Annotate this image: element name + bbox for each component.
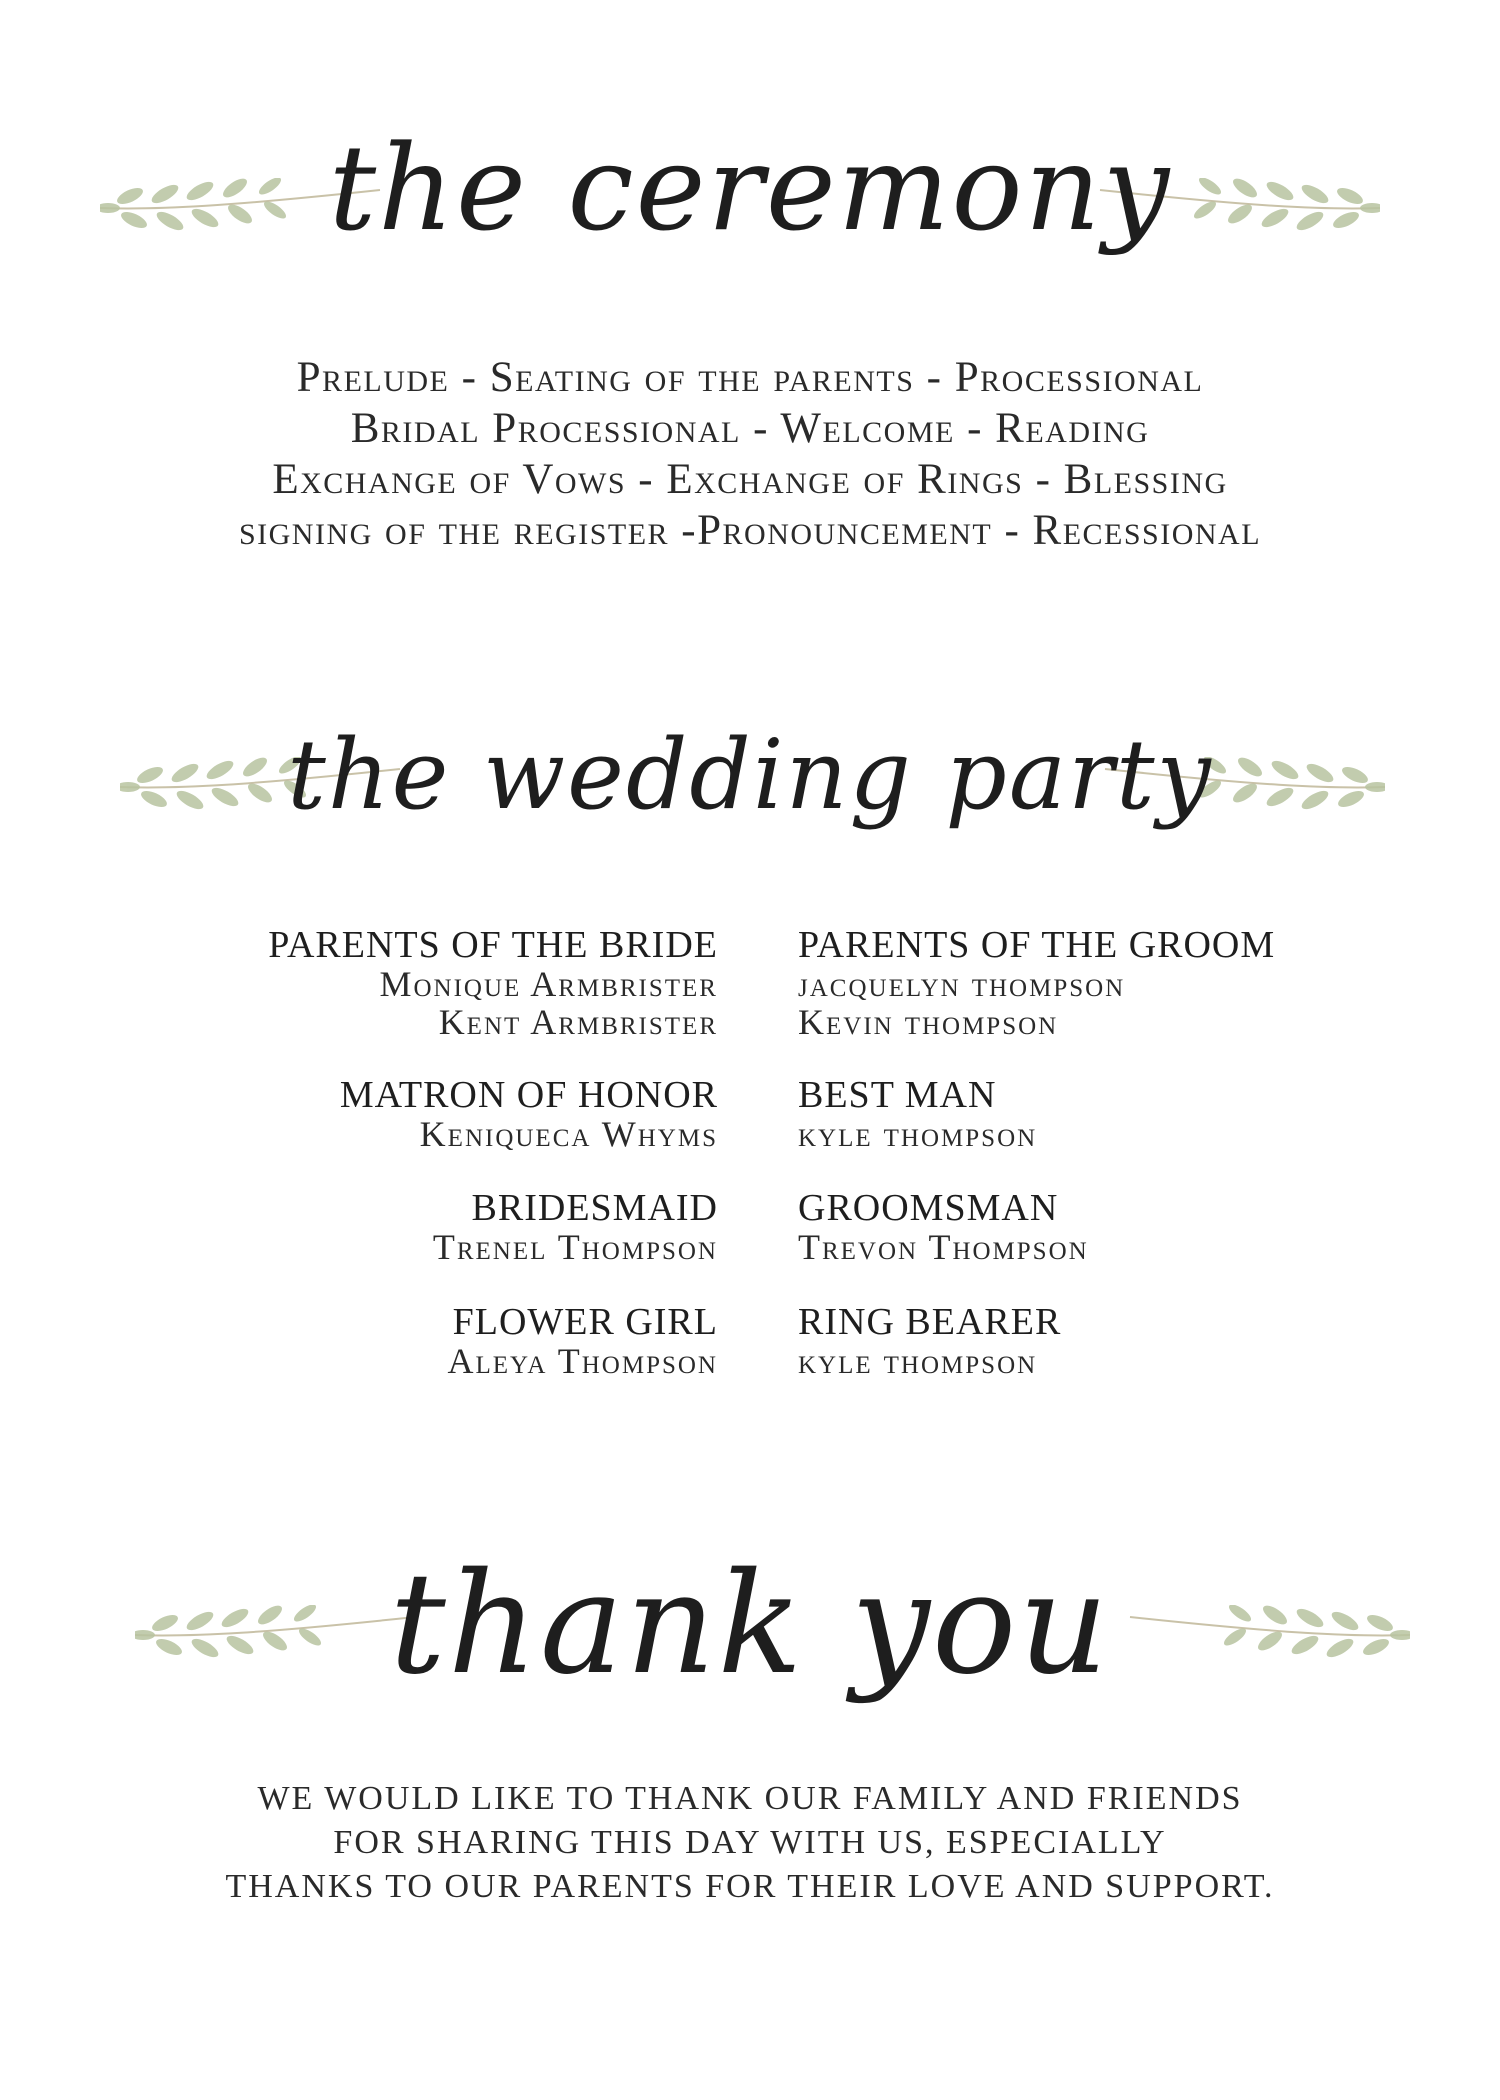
party-group <box>798 1302 1398 1380</box>
party-role: PARENTS OF THE BRIDE <box>268 924 718 966</box>
party-name: Keniqueca Whyms <box>419 1114 718 1154</box>
party-role: FLOWER GIRL <box>452 1301 718 1343</box>
party-group <box>798 925 1398 1041</box>
ceremony-title: the ceremony <box>328 119 1172 257</box>
party-name: Trevon Thompson <box>798 1227 1089 1267</box>
thank-you-line: THANKS TO OUR PARENTS FOR THEIR LOVE AND SUPPORT. <box>225 1868 1275 1905</box>
party-name: jacquelyn thompson <box>798 964 1126 1004</box>
party-role: PARENTS OF THE GROOM <box>798 924 1276 966</box>
ceremony-order <box>0 352 1500 556</box>
ceremony-line: Bridal Processional - Welcome - Reading <box>350 405 1150 452</box>
party-role: BEST MAN <box>798 1074 997 1116</box>
party-role: RING BEARER <box>798 1301 1062 1343</box>
party-name: Aleya Thompson <box>447 1341 718 1381</box>
party-group <box>798 1188 1398 1266</box>
party-group <box>118 1302 718 1380</box>
party-group <box>798 1075 1398 1153</box>
party-name: Kent Armbrister <box>438 1002 718 1042</box>
ceremony-line: Exchange of Vows - Exchange of Rings - Blessing <box>272 456 1228 503</box>
thank-you-line: FOR SHARING THIS DAY WITH US, ESPECIALLY <box>333 1824 1167 1861</box>
party-name: kyle thompson <box>798 1114 1038 1154</box>
party-name: kyle thompson <box>798 1341 1038 1381</box>
thank-you-title: thank you <box>389 1543 1111 1706</box>
party-name: Monique Armbrister <box>379 964 718 1004</box>
thank-you-message <box>0 1777 1500 1909</box>
ceremony-line: Prelude - Seating of the parents - Processional <box>296 354 1204 401</box>
party-name: Kevin thompson <box>798 1002 1059 1042</box>
party-group <box>118 1075 718 1153</box>
party-role: GROOMSMAN <box>798 1187 1059 1229</box>
party-role: MATRON OF HONOR <box>339 1074 718 1116</box>
party-role: BRIDESMAID <box>471 1187 718 1229</box>
ceremony-line: signing of the register -Pronouncement - Recessional <box>238 507 1262 554</box>
party-group <box>118 1188 718 1266</box>
wedding-party-title: the wedding party <box>287 719 1213 831</box>
party-group <box>118 925 718 1041</box>
thank-you-line: WE WOULD LIKE TO THANK OUR FAMILY AND FRIENDS <box>257 1780 1243 1817</box>
party-name: Trenel Thompson <box>432 1227 718 1267</box>
